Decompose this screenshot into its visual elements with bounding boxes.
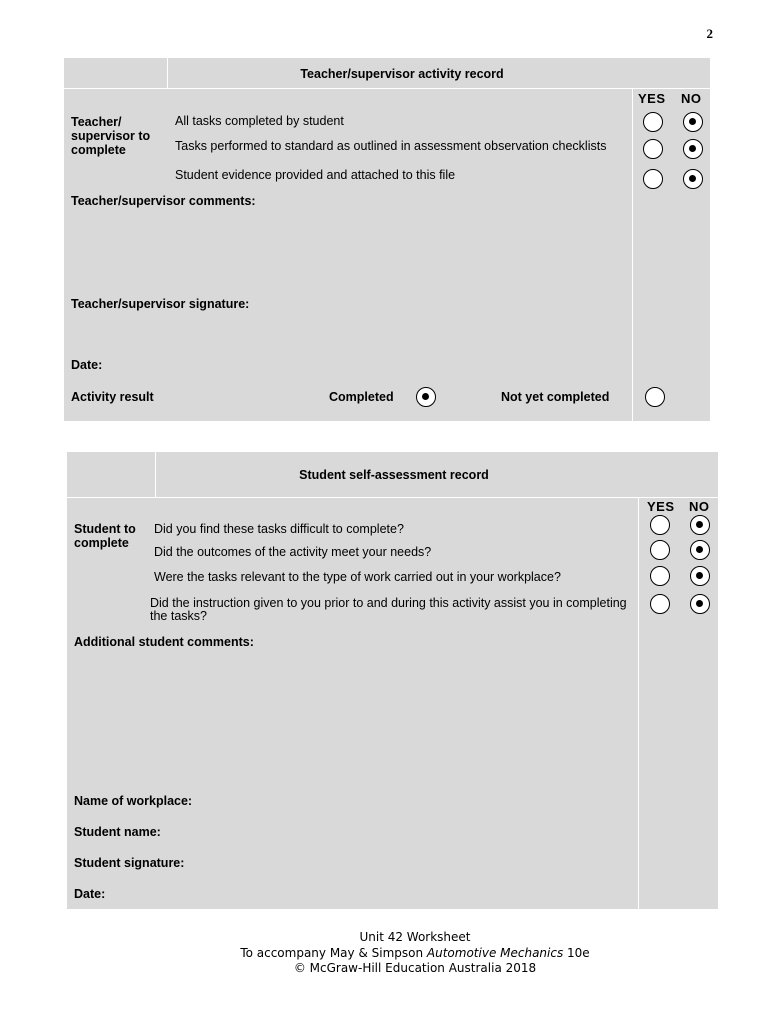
- page-number: 2: [706, 26, 713, 41]
- student-date-label: Date:: [74, 887, 106, 901]
- teacher-item-1-text: All tasks completed by student: [175, 114, 344, 128]
- student-side-label: Student to complete: [74, 522, 136, 550]
- teacher-item-2-no-radio[interactable]: [683, 139, 703, 159]
- teacher-item-1-yes-radio[interactable]: [643, 112, 663, 132]
- student-name-label: Student name:: [74, 825, 161, 839]
- student-self-assessment-record: [67, 452, 718, 909]
- footer-line-1: Unit 42 Worksheet: [359, 930, 471, 944]
- activity-result-label: Activity result: [71, 390, 154, 404]
- teacher-item-1-no-radio[interactable]: [683, 112, 703, 132]
- book-title: Automotive Mechanics: [426, 945, 564, 960]
- footer: [0, 930, 770, 977]
- student-item-4-text: Did the instruction given to you prior to and during this activity assist you in completing the tasks?: [150, 596, 627, 623]
- student-item-4-yes-radio[interactable]: [650, 594, 670, 614]
- divider: [67, 497, 718, 498]
- student-item-3-no-radio[interactable]: [690, 566, 710, 586]
- student-item-1-text: Did you find these tasks difficult to complete?: [154, 522, 404, 536]
- no-header: NO: [681, 91, 702, 106]
- teacher-item-2-text: Tasks performed to standard as outlined in assessment observation checklists: [175, 139, 607, 153]
- divider: [632, 88, 633, 421]
- completed-radio[interactable]: [416, 387, 436, 407]
- student-item-1-yes-radio[interactable]: [650, 515, 670, 535]
- student-record-title: Student self-assessment record: [299, 468, 489, 482]
- not-yet-completed-label: Not yet completed: [501, 390, 610, 404]
- divider: [638, 497, 639, 909]
- teacher-side-label: Teacher/ supervisor to complete: [71, 115, 151, 157]
- no-header: NO: [689, 499, 710, 514]
- workplace-label: Name of workplace:: [74, 794, 193, 808]
- student-item-4-no-radio[interactable]: [690, 594, 710, 614]
- divider: [64, 88, 710, 89]
- yes-header: YES: [647, 499, 675, 514]
- teacher-item-3-no-radio[interactable]: [683, 169, 703, 189]
- completed-label: Completed: [329, 390, 394, 404]
- teacher-item-2-yes-radio[interactable]: [643, 139, 663, 159]
- footer-line-3: © McGraw-Hill Education Australia 2018: [293, 961, 537, 975]
- teacher-date-label: Date:: [71, 358, 103, 372]
- teacher-item-3-yes-radio[interactable]: [643, 169, 663, 189]
- teacher-signature-label: Teacher/supervisor signature:: [71, 297, 250, 311]
- teacher-record-title: Teacher/supervisor activity record: [300, 67, 504, 81]
- teacher-activity-record: [64, 58, 710, 421]
- student-item-2-text: Did the outcomes of the activity meet your needs?: [154, 545, 432, 559]
- student-item-2-yes-radio[interactable]: [650, 540, 670, 560]
- teacher-item-3-text: Student evidence provided and attached to this file: [175, 168, 456, 182]
- teacher-comments-label: Teacher/supervisor comments:: [71, 194, 256, 208]
- yes-header: YES: [638, 91, 666, 106]
- student-signature-label: Student signature:: [74, 856, 185, 870]
- not-yet-completed-radio[interactable]: [645, 387, 665, 407]
- student-comments-label: Additional student comments:: [74, 635, 254, 649]
- student-item-3-yes-radio[interactable]: [650, 566, 670, 586]
- footer-line-2: To accompany May & Simpson Automotive Mechanics 10e: [240, 945, 590, 960]
- student-item-1-no-radio[interactable]: [690, 515, 710, 535]
- student-item-2-no-radio[interactable]: [690, 540, 710, 560]
- student-item-3-text: Were the tasks relevant to the type of work carried out in your workplace?: [154, 570, 561, 584]
